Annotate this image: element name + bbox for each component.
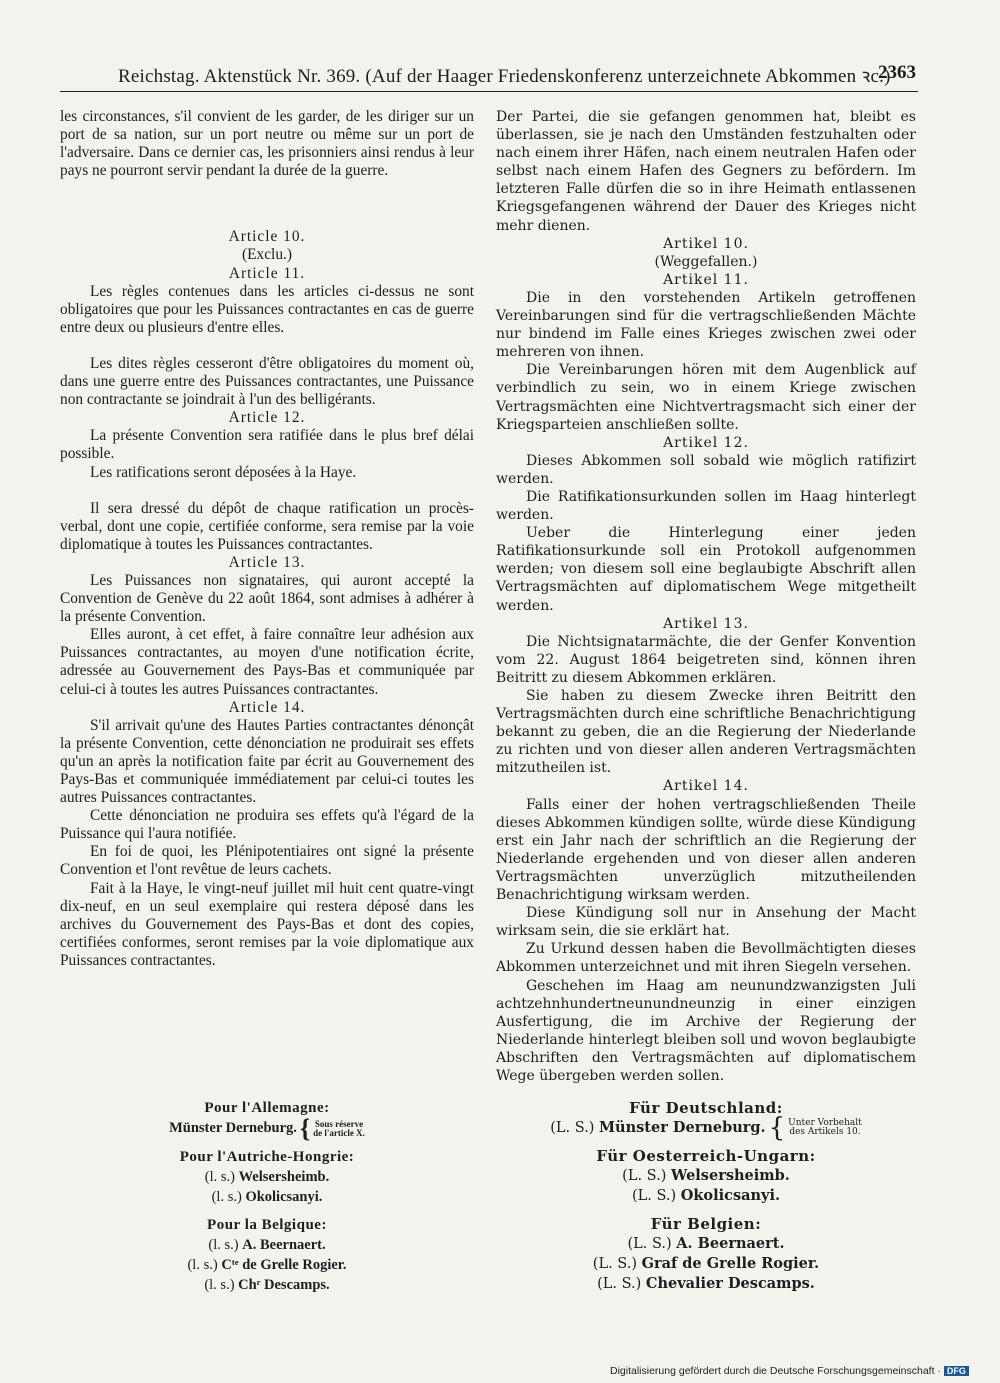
signature-line bbox=[496, 1254, 916, 1274]
digitization-credit bbox=[610, 1365, 969, 1377]
seal-mark: (l. s.) bbox=[208, 1236, 239, 1253]
french-signatures bbox=[60, 1098, 474, 1295]
seal-mark: (L. S.) bbox=[622, 1168, 667, 1184]
seal-mark: (L. S.) bbox=[550, 1120, 595, 1136]
reservation-note bbox=[313, 1120, 365, 1138]
signatory-name: Chʳ Descamps. bbox=[238, 1276, 330, 1293]
signature-line bbox=[496, 1166, 916, 1186]
signature-line bbox=[60, 1255, 474, 1275]
signatory-name: Cᵗᵉ de Grelle Rogier. bbox=[221, 1256, 347, 1273]
article-heading: Article 12. bbox=[228, 409, 306, 427]
paragraph: Ueber die Hinterlegung einer jeden Ratifikationsurkunde soll ein Protokoll aufgenommen werden; von diesem soll eine beglaubigte Abschrift allen Vertragsmächten auf diplomatischem Wege mitgetheilt werden. bbox=[496, 525, 916, 614]
french-column bbox=[60, 108, 474, 970]
article-heading: Artikel 12. bbox=[663, 434, 749, 451]
page-header bbox=[60, 58, 918, 92]
paragraph: Les Puissances non signataires, qui auront accepté la Convention de Genève du 22 août 1864, sont admises à adhérer à la présente Convention. bbox=[60, 571, 474, 626]
signatory-name: Welsersheimb. bbox=[238, 1168, 330, 1185]
article-heading: Article 11. bbox=[228, 264, 306, 282]
article-heading: Artikel 11. bbox=[663, 271, 749, 288]
paragraph: Dieses Abkommen soll sobald wie möglich ratifizirt werden. bbox=[496, 452, 916, 487]
signatory-name: Okolicsanyi. bbox=[245, 1188, 323, 1205]
article-heading: Artikel 10. bbox=[663, 235, 749, 252]
article-heading: Article 10. bbox=[228, 228, 306, 246]
paragraph: Die Vereinbarungen hören mit dem Augenblick auf verbindlich zu sein, wo in einem Kriege zwischen Vertragsmächten eine Nichtvertragsmacht sich einer der Kriegsparteien anschließen sollte. bbox=[496, 362, 916, 433]
paragraph: S'il arrivait qu'une des Hautes Parties contractantes dénonçât la présente Convention, cette dénonciation ne produirait ses effets qu'un an après la notification faite par écrit au Gouvernement des Pays-Bas et communiquée immédiatement par celui-ci toutes les autres Puissances contractantes. bbox=[60, 716, 474, 807]
seal-mark: (L. S.) bbox=[627, 1236, 672, 1252]
signatory-name: Welsersheimb. bbox=[670, 1167, 790, 1184]
signatory-heading: Für Oesterreich-Ungarn: bbox=[596, 1147, 816, 1165]
seal-mark: (l. s.) bbox=[211, 1188, 242, 1205]
page-number: 2363 bbox=[878, 62, 916, 83]
paragraph: Zu Urkund dessen haben die Bevollmächtigten dieses Abkommen unterzeichnet und mit ihren Siegeln versehen. bbox=[496, 941, 916, 976]
signature-line bbox=[60, 1275, 474, 1295]
signature-line bbox=[60, 1235, 474, 1255]
reservation-note bbox=[788, 1119, 862, 1137]
paragraph: Elles auront, à cet effet, à faire connaître leur adhésion aux Puissances contractantes, au moyen d'une notification écrite, adressée au Gouvernement des Pays-Bas et communiquée par celui-ci à toutes les autres Puissances contractantes. bbox=[60, 626, 474, 698]
running-title: Reichstag. Aktenstück Nr. 369. (Auf der Haager Friedenskonferenz unterzeichnete Abkommen ꝛc.) bbox=[118, 66, 891, 87]
signatory-name: Chevalier Descamps. bbox=[645, 1275, 815, 1292]
paragraph: La présente Convention sera ratifiée dans le plus bref délai possible. bbox=[60, 427, 474, 463]
paragraph: Cette dénonciation ne produira ses effets qu'à l'égard de la Puissance qui l'aura notifiée. bbox=[60, 807, 474, 843]
paragraph: Les dites règles cesseront d'être obligatoires du moment où, dans une guerre entre des Puissances contractantes, une Puissance non contractante se joindrait à l'un des belligérants. bbox=[60, 354, 474, 409]
paragraph: Les ratifications seront déposées à la Haye. bbox=[90, 463, 357, 481]
paragraph: Die Ratifikationsurkunden sollen im Haag hinterlegt werden. bbox=[496, 488, 916, 524]
seal-mark: (l. s.) bbox=[187, 1256, 218, 1273]
signatory-name: Graf de Grelle Rogier. bbox=[641, 1255, 820, 1272]
paragraph: les circonstances, s'il convient de les garder, de les diriger sur un port de sa nation, sur un port neutre ou même sur un port de l'adversaire. Dans ce dernier cas, les prisonniers ainsi rendus à leur pays ne pourront servir pendant la durée de la guerre. bbox=[60, 108, 474, 180]
article-heading: Article 14. bbox=[228, 698, 306, 716]
dfg-logo: DFG bbox=[944, 1366, 969, 1376]
signatory-name: Okolicsanyi. bbox=[680, 1187, 781, 1204]
signatory-heading: Pour l'Allemagne: bbox=[204, 1100, 330, 1116]
signatory-heading: Für Deutschland: bbox=[629, 1099, 783, 1117]
paragraph: Diese Kündigung soll nur in Ansehung der Macht wirksam sein, die sie erklärt hat. bbox=[496, 905, 916, 940]
seal-mark: (l. s.) bbox=[204, 1168, 235, 1185]
signature-line bbox=[496, 1274, 916, 1294]
signature-line bbox=[60, 1187, 474, 1207]
article-heading: Artikel 13. bbox=[663, 615, 749, 632]
reservation-note-line: Sous réserve bbox=[314, 1118, 364, 1129]
reservation-note-line: Unter Vorbehalt bbox=[788, 1118, 862, 1128]
brace-glyph: { bbox=[768, 1113, 786, 1143]
paragraph: Il sera dressé du dépôt de chaque ratification un procès-verbal, dont une copie, certifiée conforme, sera remise par la voie diplomatique à toutes les Puissances contractantes. bbox=[60, 499, 474, 553]
reservation-note-line: de l'article X. bbox=[313, 1127, 365, 1138]
paragraph: En foi de quoi, les Plénipotentiaires ont signé la présente Convention et l'ont revêtue de leurs cachets. bbox=[60, 843, 474, 879]
seal-mark: (L. S.) bbox=[631, 1188, 677, 1204]
paragraph: Falls einer der hohen vertragschließenden Theile dieses Abkommen kündigen sollte, würde diese Kündigung erst ein Jahr nach der schriftlich an die Regierung der Niederlande ergehenden und von dieser allen anderen Vertragsmächten unverzüglich mitzutheilenden Benachrichtigung wirksam werden. bbox=[496, 796, 916, 904]
paragraph: Die in den vorstehenden Artikeln getroffenen Vereinbarungen sind für die vertragschließenden Mächte nur bindend im Falle eines Krieges zwischen zwei oder mehreren von ihnen. bbox=[496, 289, 916, 361]
signature-line bbox=[496, 1186, 916, 1206]
german-column bbox=[496, 108, 916, 1085]
signatory-name: A. Beernaert. bbox=[242, 1236, 326, 1253]
reservation-note-line: des Artikels 10. bbox=[789, 1127, 861, 1137]
article-heading: Article 13. bbox=[228, 553, 306, 571]
paragraph: Geschehen im Haag am neunundzwanzigsten Juli achtzehnhundertneunundneunzig in einer einzigen Ausfertigung, die im Archive der Regierung der Niederlande hinterlegt bleiben soll und wovon beglaubigte Abschriften den Vertragsmächten auf diplomatischem Wege übergeben werden sollen. bbox=[496, 977, 916, 1084]
paragraph: Les règles contenues dans les articles ci-dessus ne sont obligatoires que pour les Puissances contractantes en cas de guerre entre deux ou plusieurs d'entre elles. bbox=[60, 282, 474, 336]
signatory-heading: Für Belgien: bbox=[650, 1215, 762, 1233]
signature-line bbox=[60, 1167, 474, 1187]
german-signatures bbox=[496, 1098, 916, 1294]
paragraph: Der Partei, die sie gefangen genommen hat, bleibt es überlassen, sie je nach den Umständen festzuhalten oder nach einem ihrer Häfen, nach einem neutralen Hafen oder selbst nach einem Hafen des Gegners zu befördern. Im letzteren Falle dürfen die so in ihre Heimath entlassenen Kriegsgefangenen während der Dauer des Krieges nicht mehr dienen. bbox=[496, 109, 916, 234]
seal-mark: (l. s.) bbox=[204, 1276, 235, 1293]
seal-mark: (L. S.) bbox=[597, 1276, 642, 1292]
signature-line bbox=[496, 1234, 916, 1254]
credit-text: Digitalisierung gefördert durch die Deutsche Forschungsgemeinschaft · bbox=[610, 1365, 941, 1377]
paragraph: Fait à la Haye, le vingt-neuf juillet mil huit cent quatre-vingt dix-neuf, en un seul exemplaire qui restera déposé dans les archives du Gouvernement des Pays-Bas et dont des copies, certifiées conformes, seront remises par la voie diplomatique aux Puissances contractantes. bbox=[60, 879, 474, 969]
signatory-heading: Pour la Belgique: bbox=[207, 1216, 327, 1233]
paragraph: Die Nichtsignatarmächte, die der Genfer Konvention vom 22. August 1864 beigetreten sind, können ihren Beitritt zu diesem Abkommen erklären. bbox=[496, 633, 916, 686]
signatory-name: Münster Derneburg. bbox=[169, 1120, 297, 1136]
paragraph: Sie haben zu diesem Zwecke ihren Beitritt den Vertragsmächten durch eine schriftliche Benachrichtigung bekannt zu geben, die an die Regierung der Niederlande zu richten und von dieser allen anderen Vertragsmächten mitzutheilen ist. bbox=[496, 688, 916, 777]
article-heading: Artikel 14. bbox=[663, 778, 749, 795]
signature-line bbox=[496, 1113, 916, 1143]
brace-glyph: { bbox=[299, 1113, 311, 1143]
signatory-heading: Pour l'Autriche-Hongrie: bbox=[179, 1148, 355, 1165]
seal-mark: (L. S.) bbox=[592, 1256, 637, 1272]
signatory-name: Münster Derneburg. bbox=[598, 1119, 766, 1136]
signatory-name: A. Beernaert. bbox=[676, 1235, 785, 1252]
signature-line bbox=[60, 1113, 474, 1143]
article-note: (Weggefallen.) bbox=[654, 253, 758, 270]
article-note: (Exclu.) bbox=[242, 246, 292, 264]
